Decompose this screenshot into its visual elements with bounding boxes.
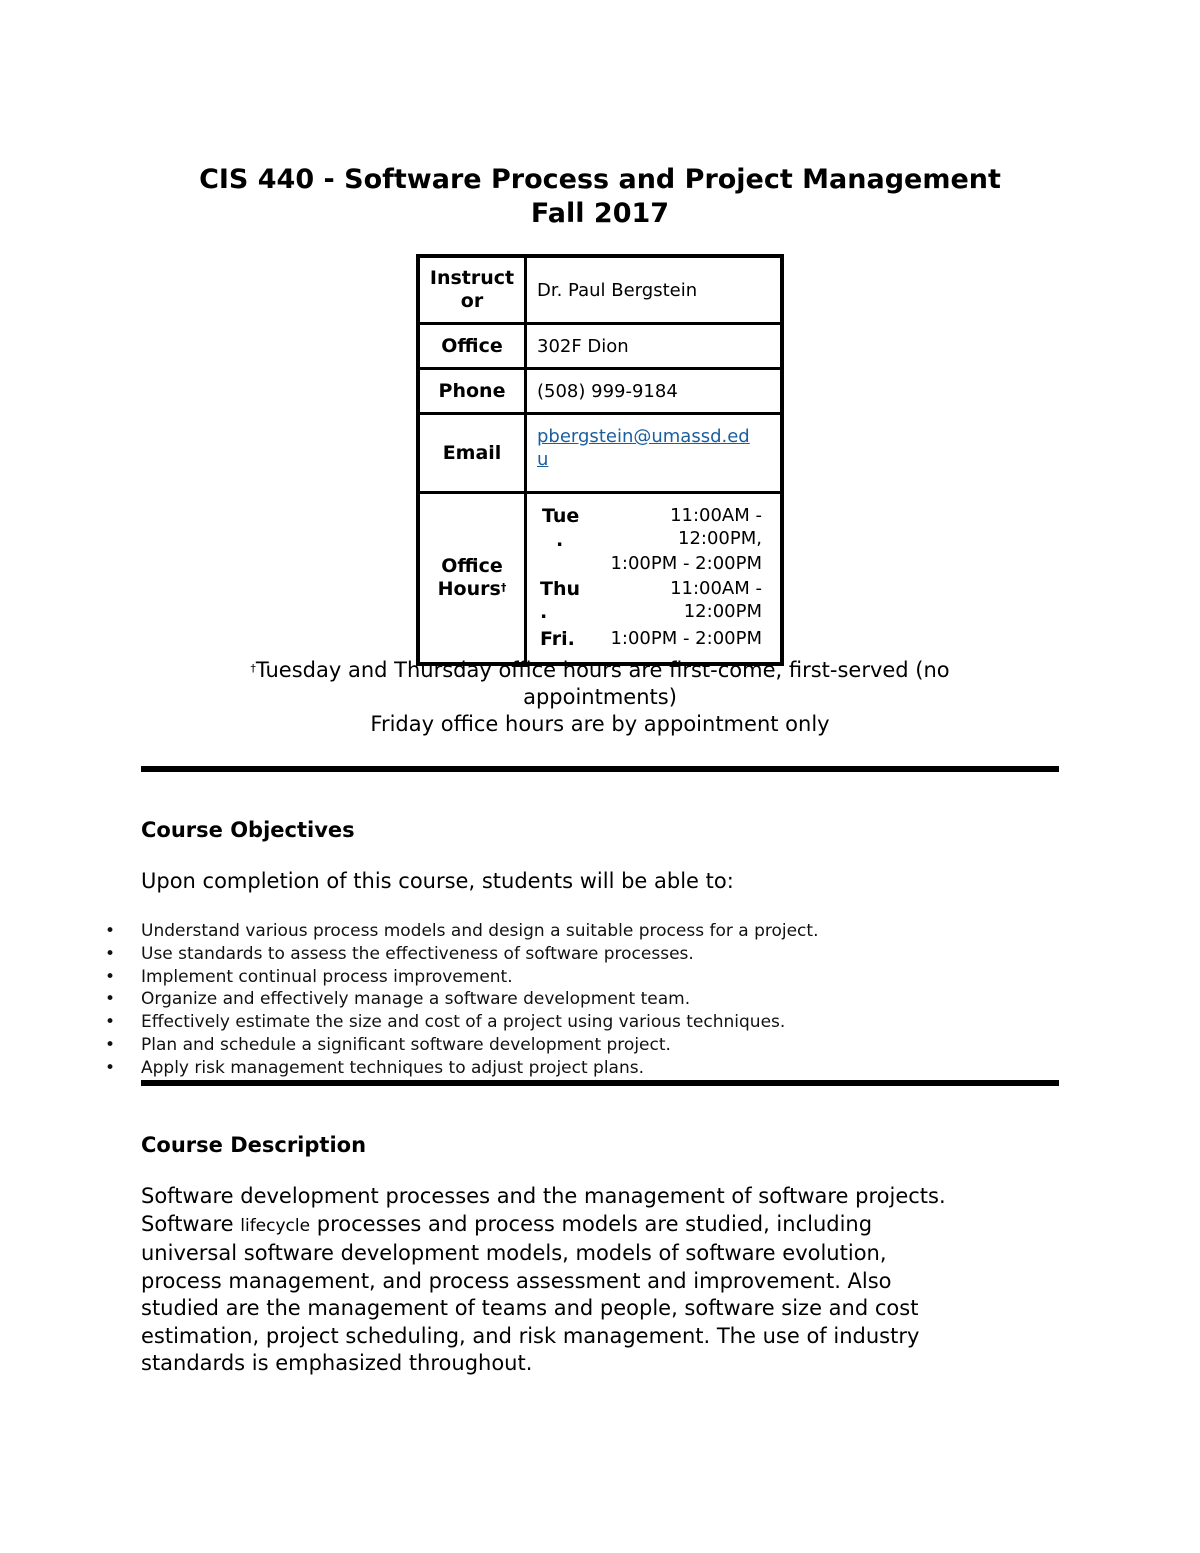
bullet-icon: • xyxy=(105,989,116,1010)
tue-time-2: 12:00PM, xyxy=(678,528,762,549)
course-title: CIS 440 - Software Process and Project Management xyxy=(199,164,1001,195)
course-description: Software development processes and the management of software projects. Software lifecycle processes and process models are studied, including universal software development models, models of software evolution, process management, and process assessment and improvement. Also studied are the management of teams and people, software size and cost estimation, project scheduling, and risk management. The use of industry standards is emphasized throughout. xyxy=(141,1184,946,1375)
bullet-icon: • xyxy=(105,1034,116,1055)
office-hours-label: Office Hours† xyxy=(418,493,526,665)
bullet-icon: • xyxy=(105,943,116,964)
office-hours-note: †Tuesday and Thursday office hours are first-come, first-served (no appointments) Friday office hours are by appointment only xyxy=(250,658,950,736)
bullet-icon: • xyxy=(105,921,116,941)
instructor-value: Dr. Paul Bergstein xyxy=(526,256,783,324)
thu-time-2: 12:00PM xyxy=(683,601,762,622)
email-link[interactable]: pbergstein@umassd.ed u xyxy=(537,426,750,470)
email-label: Email xyxy=(418,414,526,493)
list-item: • Implement continual process improvement. xyxy=(105,966,513,987)
list-item: • Effectively estimate the size and cost of a project using various techniques. xyxy=(105,1012,786,1033)
bullet-icon: • xyxy=(105,1012,116,1033)
objectives-intro: Upon completion of this course, students will be able to: xyxy=(141,869,734,893)
objectives-heading: Course Objectives xyxy=(141,818,355,842)
fri-day: Fri. xyxy=(540,628,575,650)
fri-time: 1:00PM - 2:00PM xyxy=(610,628,762,649)
phone-label: Phone xyxy=(418,369,526,414)
note-dagger-mark: † xyxy=(250,662,256,675)
tue-time-3: 1:00PM - 2:00PM xyxy=(610,553,762,574)
office-label: Office xyxy=(418,324,526,369)
instructor-row xyxy=(418,256,782,324)
thu-day-dot: . xyxy=(540,601,548,623)
section-divider xyxy=(141,1080,1059,1086)
section-divider xyxy=(141,766,1059,772)
phone-value: (508) 999-9184 xyxy=(526,369,783,414)
list-item: • Organize and effectively manage a software development team. xyxy=(105,989,691,1010)
objectives-list xyxy=(105,920,819,1080)
instructor-info-table xyxy=(416,254,784,666)
phone-row xyxy=(418,369,782,414)
thu-day: Thu xyxy=(540,578,581,600)
office-row xyxy=(418,324,782,369)
instructor-label: Instruct or xyxy=(418,256,526,324)
bullet-icon: • xyxy=(105,966,116,987)
office-hours-row xyxy=(418,493,782,665)
office-hours-schedule xyxy=(527,494,780,662)
thu-time-1: 11:00AM - xyxy=(670,578,762,599)
list-item: • Apply risk management techniques to adjust project plans. xyxy=(105,1057,645,1078)
tue-day: Tue xyxy=(542,505,580,527)
tue-time-1: 11:00AM - xyxy=(670,505,762,526)
email-row xyxy=(418,414,782,493)
page-title xyxy=(0,163,1200,231)
tue-day-dot: . xyxy=(556,529,564,551)
list-item: • Plan and schedule a significant software development project. xyxy=(105,1034,671,1055)
office-value: 302F Dion xyxy=(526,324,783,369)
list-item: • Understand various process models and design a suitable process for a project. xyxy=(105,921,819,941)
description-heading: Course Description xyxy=(141,1133,367,1157)
bullet-icon: • xyxy=(105,1057,116,1078)
dagger-mark: † xyxy=(500,581,507,594)
list-item: • Use standards to assess the effectiveness of software processes. xyxy=(105,943,694,964)
term-title: Fall 2017 xyxy=(530,198,670,229)
